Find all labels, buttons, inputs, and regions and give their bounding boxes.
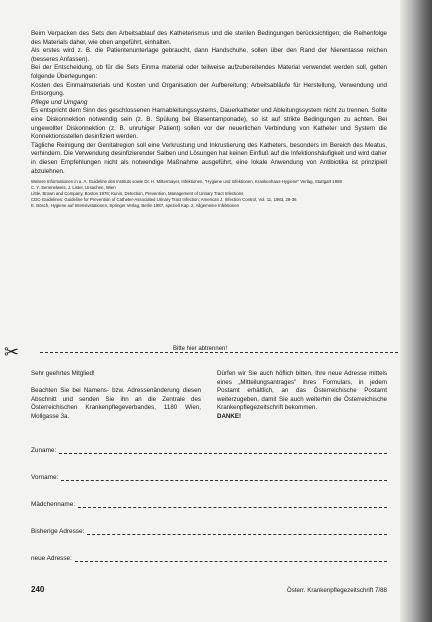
scissors-icon: ✂ [4,342,20,362]
instruction-text: Dürfen wir Sie auch höflich bitten, Ihre neue Adresse mittels eines „Mitteilungsantrages" ihres Formulars, in jedem Postamt erhältlich, an das Österreichische Postamt weiterzugeben, damit Sie auch weiterhin die Österreichische Krankenpflegezeitschrift bekommen. [217,370,387,412]
paragraph: Bei der Entscheidung, ob für die Sets Einma material oder teilweise aufzubereitendes Material verwendet werden soll, gelten folgende Überlegungen: [31,64,387,80]
reference-item: Weitere Informationen in a. A. Guideline des Instituts sowie Dr. H. Mittermayer, Infektionen, "Hygiene und Infektionen, Krankenhaus-Hygiene" Verlag, Stuttgart 1988 [31,179,342,185]
instruction-text: Beachten Sie bei Namens- bzw. Adressenänderung diesen Abschnitt und senden Sie ihn an die Zentrale des Österreichischen Krankenpflegeverbandes, 1180 Wien, Mollgasse 3a. [31,387,201,420]
cut-line-section [2,342,398,362]
dashed-input-line[interactable] [87,530,387,535]
page-footer [31,585,387,594]
address-form [31,446,387,581]
field-label: neue Adresse: [31,555,72,562]
previous-address-field[interactable] [31,527,387,535]
paragraph: Es entspricht dem Sinn des geschlossenen Harnableitungssystems, Dauerkatheter und Ableitungssystem nicht zu trennen. Sollte eine Diskonnektion notwendig sein (z. B. Spülung bei Blasentamponade), so ist auf strikte Bedingungen zu achten. Bei ungewollter Diskonnektion (z. B. unruhiger Patient) sollen vor der neuerlichen Verbindung von Katheter und System die Konnektionsstellen desinfiziert werden. [31,107,387,141]
form-intro-left [31,370,201,422]
reference-item: E. Bösch, Hygiene auf Intensivstationen, Springer Verlag, Berlin 1987, speziell Kap. 2, Allgemeine Infektionen [31,202,240,208]
field-label: Bisherige Adresse: [31,528,85,535]
form-intro-right [217,370,387,422]
reference-item: Little, Brown and Company, Boston 1976; Kunin, Detection, Prevention, Management of Urinary Tract Infections [31,190,244,196]
thanks-text: DANKE! [217,412,242,420]
new-address-field[interactable] [31,554,387,562]
dashed-input-line[interactable] [61,476,387,481]
field-label: Vorname: [31,474,59,481]
paragraph: Als erstes wird z. B. die Patientenunterlage gebraucht, dann Handschuhe, sollen über den Rand der Nierentasse reichen (besseres Anfassen). [31,47,387,63]
salutation: Sehr geehrtes Mitglied! [31,370,95,377]
surname-field[interactable] [31,446,387,454]
page-number: 240 [31,585,45,594]
reference-item: CDC-Guidelines: Guideline for Prevention of Catheter-Associated Urinary Tract Infection; American J. Infection Control, Vol. 11, 1983, 28-36 [31,196,297,202]
dashed-input-line[interactable] [75,557,387,562]
reference-item: C. Y. Semmelweis, J. Lister, Ursachen, Wien [31,185,116,190]
paragraph: Kosten des Einmalmaterials und Kosten und Organisation der Aufbereitung; Arbeitsabläufe für Herstellung, Verwendung und Entsorgung. [31,81,387,98]
maiden-name-field[interactable] [31,500,387,508]
article-body [31,30,387,209]
cut-instruction: Bitte hier abtrennen! [170,346,230,352]
dashed-cut-line [40,352,398,353]
paragraph: Tägliche Reinigung der Genitalregion soll eine Verkrustung und Inkrustierung des Katheters, besonders im Bereich des Meatus, verhindern. Die Verwendung desinfizierender Salben und Lösungen hat keinen Einfluß auf die Infektionshäufigkeit und wird daher in diesen Empfehlungen nicht als notwendige Maßnahme ausgeführt, eine lokale Anwendung von Antibiotika ist prinzipiell abzulehnen. [31,141,387,175]
field-label: Zuname: [31,447,57,454]
form-intro [31,370,387,422]
page-edge-shadow [400,0,432,622]
field-label: Mädchenname: [31,501,76,508]
dashed-input-line[interactable] [59,449,387,454]
first-name-field[interactable] [31,473,387,481]
dashed-input-line[interactable] [78,503,387,508]
section-heading: Pflege und Umgang [31,98,88,106]
references [31,179,387,209]
journal-name: Österr. Krankenpflegezeitschrift 7/88 [286,587,387,594]
paragraph: Beim Verpacken des Sets den Arbeitsablauf des Katheterismus und die sterilen Bedingungen berücksichtigen; die Reihenfolge des Materials daher, wie oben angeführt, einhalten. [31,30,387,46]
spacer [31,379,201,388]
